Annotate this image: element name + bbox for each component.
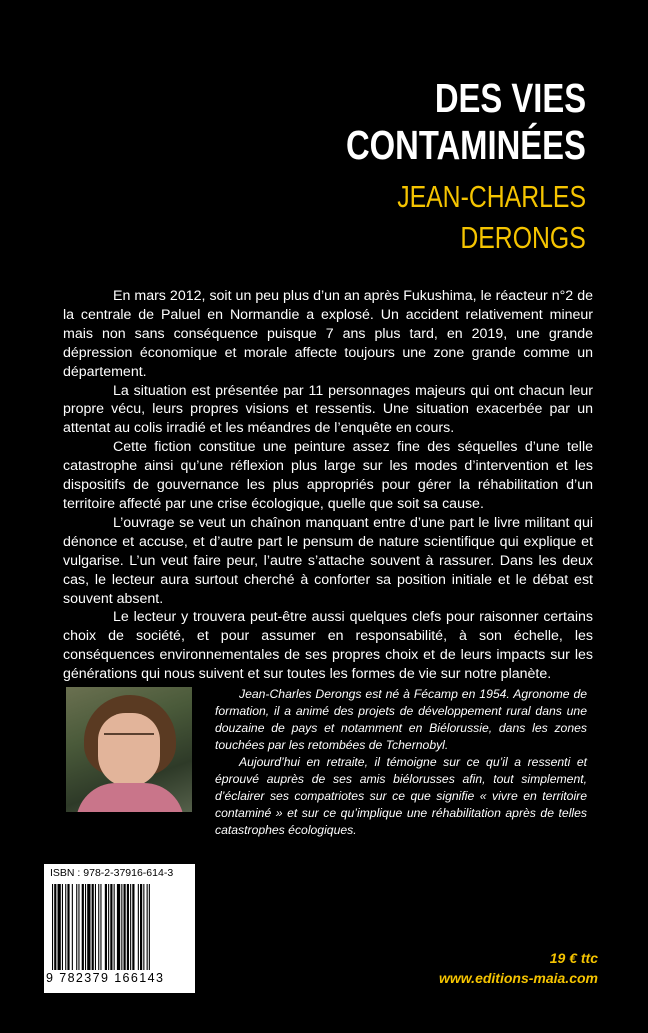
synopsis-paragraph: Cette fiction constitue une peinture assez fine des séquelles d’une telle catastrophe ainsi qu’une réflexion plus large sur les modes d’intervention et les dispositifs de gouvernance les plus appropriés pour gérer la réhabilitation d’un territoire affecté par une crise écologique, quelle que soit sa cause. [63,439,593,512]
book-title-line-2: CONTAMINÉES [346,122,586,168]
barcode-bars [52,884,188,970]
bio-paragraph: Jean-Charles Derongs est né à Fécamp en 1954. Agronome de formation, il a animé des projets de développement rural dans une douzaine de pays et notamment en Biélorussie, dans les zones touchées par les retombées de Tchernobyl. [215,687,587,752]
bio-paragraph: Aujourd’hui en retraite, il témoigne sur ce qu’il a ressenti et éprouvé auprès de ses amis biélorusses afin, tout simplement, d’éclairer ses compatriotes sur ce que signifie « vivre en territoire contaminé » et sur ce qu’implique une réhabilitation après de telles catastrophes écologiques. [215,755,587,837]
synopsis-text [63,287,593,684]
synopsis-paragraph: Le lecteur y trouvera peut-être aussi quelques clefs pour raisonner certains choix de société, et pour assumer en responsabilité, à son échelle, les conséquences environnementales de ses propres choix et de leurs impacts sur les générations qui nous suivent et sur toutes les formes de vie sur notre planète. [63,609,593,683]
publisher-website: www.editions-maia.com [439,970,598,986]
author-photo [66,687,192,812]
author-name-line-2: DERONGS [460,220,586,255]
synopsis-paragraph: L’ouvrage se veut un chaînon manquant entre d’une part le livre militant qui dénonce et accuse, et d’autre part le pensum de nature scientifique qui explique et vulgarise. L’un veut faire peur, l’autre s’attache souvent à rassurer. Dans les deux cas, le lecteur aura surtout cherché à conforter sa position initiale et le débat est souvent absent. [63,514,593,607]
isbn-barcode [44,864,195,993]
synopsis-paragraph: En mars 2012, soit un peu plus d’un an après Fukushima, le réacteur n°2 de la centrale de Paluel en Normandie a explosé. Un accident relativement mineur mais non sans conséquence puisque 7 ans plus tard, en 2019, une grande dépression économique et morale affecte toujours une zone grande comme un département. [63,288,593,380]
author-name-line-1: JEAN-CHARLES [397,179,586,214]
synopsis-paragraph: La situation est présentée par 11 personnages majeurs qui ont chacun leur propre vécu, leurs propres visions et ressentis. Une situation exacerbée par un attentat au colis irradié et les méandres de l’enquête en cours. [63,382,593,437]
price: 19 € ttc [549,950,598,966]
book-title-line-1: DES VIES [434,75,586,121]
author-bio [215,686,587,839]
isbn-label: ISBN : 978-2-37916-614-3 [50,867,174,879]
ean-digits: 9 782379 166143 [46,971,165,985]
